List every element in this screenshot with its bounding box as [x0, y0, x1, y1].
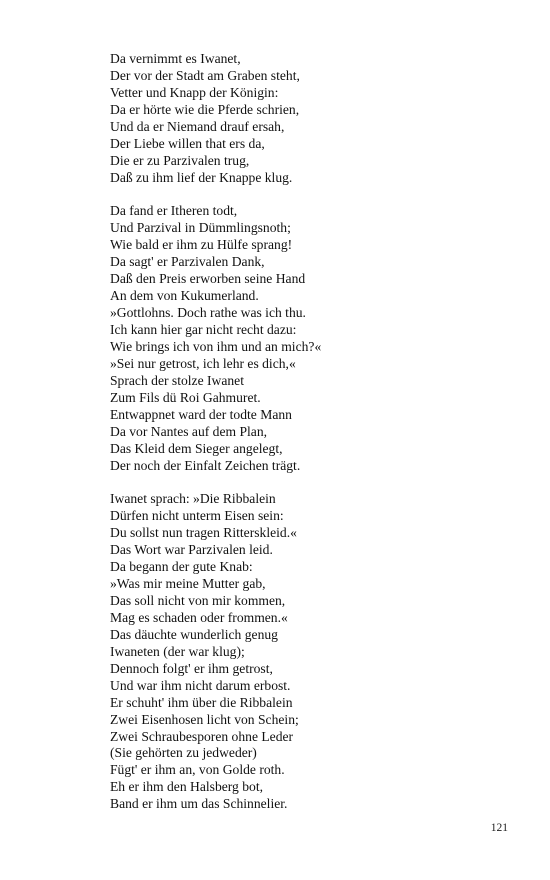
verse-line: Da fand er Itheren todt,	[110, 203, 238, 219]
verse-line: (Sie gehörten zu jedweder)	[110, 745, 257, 761]
verse-line: Der vor der Stadt am Graben steht,	[110, 67, 300, 83]
verse-line: Der noch der Einfalt Zeichen trägt.	[110, 457, 301, 473]
poem-body	[110, 51, 510, 813]
verse-line: Eh er ihm den Halsberg bot,	[110, 779, 264, 795]
verse-line: »Gottlohns. Doch rathe was ich thu.	[110, 305, 306, 321]
verse-line: Ich kann hier gar nicht recht dazu:	[110, 322, 297, 337]
verse-line: Da begann der gute Knab:	[110, 559, 253, 575]
verse-line: Das Wort war Parzivalen leid.	[110, 542, 273, 558]
verse-line: Sprach der stolze Iwanet	[110, 372, 244, 388]
verse-line: Das soll nicht von mir kommen,	[110, 593, 286, 608]
verse-line: Fügt' er ihm an, von Golde roth.	[110, 762, 285, 778]
verse-line: Dennoch folgt' er ihm getrost,	[110, 660, 273, 676]
verse-line: Du sollst nun tragen Ritterskleid.«	[110, 525, 297, 541]
verse-line: Das däuchte wunderlich genug	[110, 626, 278, 642]
verse-line: Iwanet sprach: »Die Ribbalein	[110, 491, 276, 507]
verse-line: Zwei Eisenhosen licht von Schein;	[110, 711, 299, 727]
verse-line: Da er hörte wie die Pferde schrien,	[110, 101, 300, 117]
verse-line: Das Kleid dem Sieger angelegt,	[110, 440, 283, 456]
verse-line: »Sei nur getrost, ich lehr es dich,«	[110, 355, 296, 371]
verse-line: Die er zu Parzivalen trug,	[110, 152, 250, 168]
verse-line: Mag es schaden oder frommen.«	[110, 609, 288, 625]
verse-line: Da vernimmt es Iwanet,	[110, 51, 241, 66]
verse-line: Und war ihm nicht darum erbost.	[110, 677, 291, 693]
verse-line: Der Liebe willen that ers da,	[110, 135, 265, 151]
verse-line: Daß zu ihm lief der Knappe klug.	[110, 169, 293, 185]
verse-line: Da sagt' er Parzivalen Dank,	[110, 254, 265, 270]
stanza-break	[110, 187, 510, 204]
verse-line: Iwaneten (der war klug);	[110, 643, 245, 659]
stanza-3	[110, 491, 510, 813]
verse-line: »Was mir meine Mutter gab,	[110, 576, 266, 592]
verse-line: Wie bald er ihm zu Hülfe sprang!	[110, 237, 293, 253]
verse-line: Und da er Niemand drauf ersah,	[110, 118, 285, 134]
verse-line: Und Parzival in Dümmlingsnoth;	[110, 220, 291, 236]
verse-line: Vetter und Knapp der Königin:	[110, 84, 279, 100]
verse-line: Band er ihm um das Schinnelier.	[110, 796, 288, 812]
verse-line: Entwappnet ward der todte Mann	[110, 406, 292, 422]
verse-line: Da vor Nantes auf dem Plan,	[110, 423, 268, 439]
verse-line: An dem von Kukumerland.	[110, 288, 259, 304]
verse-line: Daß den Preis erworben seine Hand	[110, 271, 306, 287]
page-number: 121	[490, 822, 508, 834]
verse-line: Zwei Schraubesporen ohne Leder	[110, 728, 294, 744]
stanza-2	[110, 203, 510, 474]
verse-line: Wie brings ich von ihm und an mich?«	[110, 338, 322, 354]
verse-line: Er schuht' ihm über die Ribbalein	[110, 694, 293, 710]
verse-line: Dürfen nicht unterm Eisen sein:	[110, 508, 284, 524]
verse-line: Zum Fils dü Roi Gahmuret.	[110, 389, 261, 405]
stanza-1	[110, 51, 510, 187]
stanza-break	[110, 474, 510, 491]
